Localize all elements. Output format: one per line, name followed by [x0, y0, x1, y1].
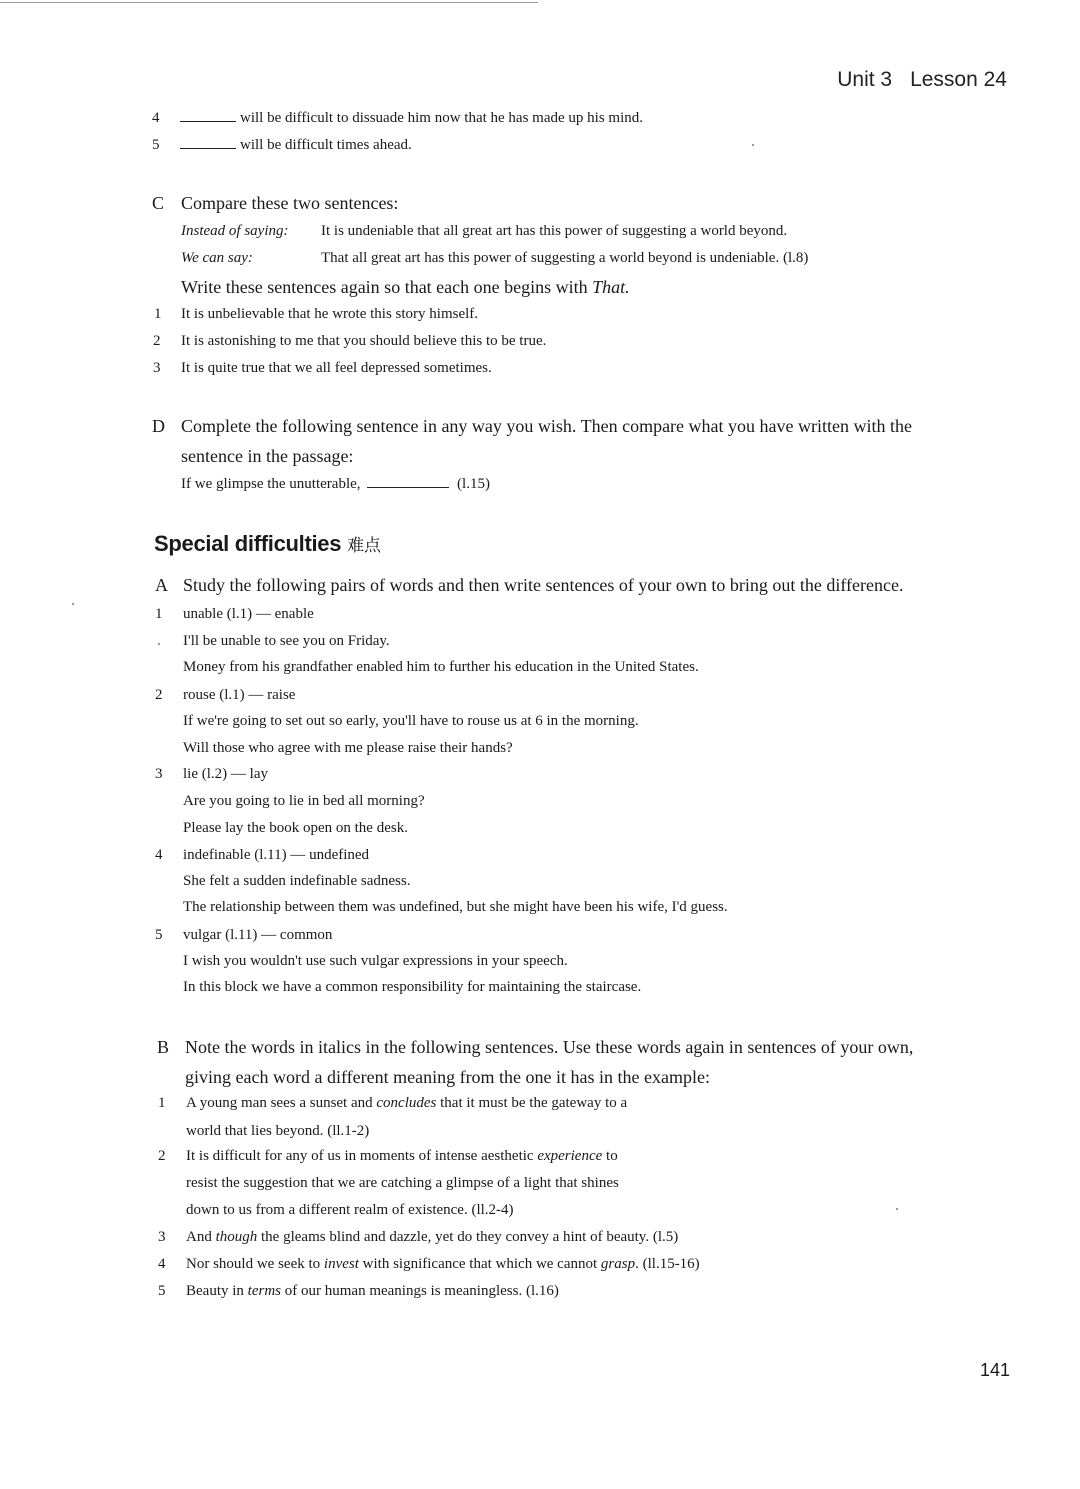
heading-chinese: 难点	[347, 536, 381, 556]
part-b-line1: Note the words in italics in the following sentences. Use these words again in sentences of your own,	[185, 1037, 914, 1057]
item-number: 2	[153, 333, 161, 349]
section-d-line1: Complete the following sentence in any way you wish. Then compare what you have written with the	[181, 416, 912, 436]
word-pair: unable (l.1) — enable	[183, 606, 314, 622]
section-letter: C	[152, 193, 165, 213]
example-sentence-continued: resist the suggestion that we are catching a glimpse of a light that shines	[186, 1175, 619, 1191]
sentence-part: with significance that which we cannot	[358, 1256, 601, 1272]
item-number: 5	[158, 1283, 166, 1299]
part-a-instruction: Study the following pairs of words and then write sentences of your own to bring out the difference.	[183, 575, 904, 595]
heading-text: Special difficulties	[154, 531, 342, 556]
wecan-sentence: That all great art has this power of suggesting a world beyond is undeniable. (l.8)	[321, 250, 809, 266]
example-sentence-continued: down to us from a different realm of existence. (ll.2-4)	[186, 1202, 514, 1218]
part-b-line2: giving each word a different meaning from the one it has in the example:	[185, 1067, 710, 1087]
example-sentence: Money from his grandfather enabled him to further his education in the United States.	[183, 659, 699, 675]
scan-speck	[752, 144, 754, 146]
sentence-text: will be difficult times ahead.	[240, 137, 412, 153]
sentence-part: Nor should we seek to	[186, 1256, 324, 1272]
page-number: 141	[980, 1360, 1011, 1380]
unit-label: Unit 3	[837, 68, 893, 91]
section-letter: A	[155, 575, 168, 595]
example-sentence: I wish you wouldn't use such vulgar expressions in your speech.	[183, 953, 568, 969]
item-number: 2	[158, 1148, 166, 1164]
item-number: 1	[154, 306, 162, 322]
scan-speck	[896, 1208, 898, 1210]
item-number: 3	[158, 1229, 166, 1245]
item-number: 5	[152, 137, 160, 153]
fill-blank-sentence	[180, 137, 412, 154]
example-sentence: She felt a sudden indefinable sadness.	[183, 873, 411, 889]
sentence-part: It is difficult for any of us in moments of intense aesthetic	[186, 1148, 538, 1164]
sentence-part: . (ll.15-16)	[635, 1256, 700, 1272]
section-c-title: Compare these two sentences:	[181, 193, 399, 213]
lesson-label: Lesson 24	[910, 68, 1007, 91]
prompt-text: If we glimpse the unutterable,	[181, 476, 361, 492]
instead-label: Instead of saying:	[181, 223, 289, 239]
sentence-part: the gleams blind and dazzle, yet do they convey a hint of beauty. (l.5)	[257, 1229, 679, 1245]
item-number: 3	[155, 766, 163, 782]
example-sentence: If we're going to set out so early, you'll have to rouse us at 6 in the morning.	[183, 713, 639, 729]
section-letter: D	[152, 416, 165, 436]
item-number: 1	[155, 606, 163, 622]
italic-word: grasp	[600, 1256, 636, 1272]
word-pair: rouse (l.1) — raise	[183, 687, 296, 703]
word-pair: lie (l.2) — lay	[183, 766, 268, 782]
italic-word: invest	[323, 1256, 359, 1272]
item-number: 4	[152, 110, 160, 126]
fill-blank-sentence	[180, 110, 643, 127]
item-number: 5	[155, 927, 163, 943]
scan-speck	[72, 603, 74, 605]
section-letter: B	[157, 1037, 170, 1057]
wecan-label: We can say:	[181, 250, 253, 266]
example-sentence-continued: world that lies beyond. (ll.1-2)	[186, 1123, 370, 1139]
example-sentence	[186, 1256, 700, 1273]
italic-word: experience	[537, 1148, 603, 1164]
item-number: 2	[155, 687, 163, 703]
example-sentence	[186, 1229, 678, 1246]
section-c-instruction	[181, 277, 630, 298]
example-sentence: In this block we have a common responsibility for maintaining the staircase.	[183, 979, 642, 995]
word-pair: indefinable (l.11) — undefined	[183, 847, 370, 863]
example-sentence	[186, 1095, 627, 1112]
instruction-text: Write these sentences again so that each one begins with	[181, 277, 593, 297]
example-sentence: I'll be unable to see you on Friday.	[183, 633, 390, 649]
sentence-part: And	[186, 1229, 216, 1245]
running-header	[837, 68, 1007, 92]
exercise-sentence: It is quite true that we all feel depressed sometimes.	[181, 360, 492, 376]
sentence-part: of our human meanings is meaningless. (l.16)	[281, 1283, 559, 1299]
sentence-part: to	[602, 1148, 618, 1164]
italic-word: though	[215, 1229, 258, 1245]
sentence-part: Beauty in	[186, 1283, 248, 1299]
top-rule	[0, 2, 538, 3]
italic-word: concludes	[376, 1095, 437, 1111]
answer-blank	[180, 147, 236, 149]
answer-blank	[180, 120, 236, 122]
item-number: 1	[158, 1095, 166, 1111]
sentence-text: will be difficult to dissuade him now that he has made up his mind.	[240, 110, 644, 126]
instruction-italic: That.	[592, 277, 630, 297]
example-sentence	[186, 1283, 559, 1300]
section-d-line2: sentence in the passage:	[181, 446, 354, 466]
sentence-part: A young man sees a sunset and	[186, 1095, 377, 1111]
line-reference: (l.15)	[457, 476, 490, 492]
sentence-part: that it must be the gateway to a	[436, 1095, 628, 1111]
example-sentence: Please lay the book open on the desk.	[183, 820, 408, 836]
exercise-sentence: It is astonishing to me that you should believe this to be true.	[181, 333, 547, 349]
item-number: 4	[155, 847, 163, 863]
item-number: 4	[158, 1256, 166, 1272]
completion-prompt	[181, 476, 490, 493]
example-sentence: Will those who agree with me please raise their hands?	[183, 740, 513, 756]
item-number: 3	[153, 360, 161, 376]
word-pair: vulgar (l.11) — common	[183, 927, 333, 943]
example-sentence: Are you going to lie in bed all morning?	[183, 793, 425, 809]
italic-word: terms	[247, 1283, 281, 1299]
example-sentence: The relationship between them was undefined, but she might have been his wife, I'd guess.	[183, 899, 728, 915]
section-heading	[154, 531, 381, 557]
example-sentence	[186, 1148, 618, 1165]
answer-blank	[367, 486, 449, 488]
instead-sentence: It is undeniable that all great art has this power of suggesting a world beyond.	[321, 223, 788, 239]
scan-speck	[158, 643, 160, 645]
exercise-sentence: It is unbelievable that he wrote this story himself.	[181, 306, 479, 322]
